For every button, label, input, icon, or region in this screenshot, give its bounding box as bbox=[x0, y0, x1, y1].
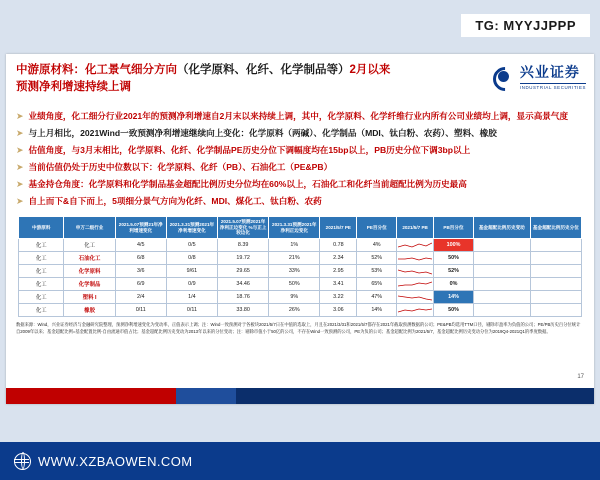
slide-bottom-band bbox=[6, 388, 594, 404]
sparkline-cell bbox=[397, 304, 434, 317]
col-header: 2021.5.07预测2021年净利正边变化 %与正上较边化 bbox=[218, 217, 269, 239]
list-item bbox=[16, 195, 584, 208]
col-header: 2021/5/7 PB bbox=[397, 217, 434, 239]
bullet-arrow-icon: ➤ bbox=[16, 128, 24, 138]
cell-value: 9% bbox=[269, 291, 320, 304]
cell-industry: 化工 bbox=[64, 239, 115, 252]
sparkline-cell bbox=[397, 265, 434, 278]
bullet-text: 基金持仓角度：化学原料和化学制品基金超配比例历史分位均在60%以上，石油化工和化纤当前超配比例为历史最高 bbox=[28, 179, 467, 189]
bullet-arrow-icon: ➤ bbox=[16, 179, 24, 189]
cell-blank bbox=[530, 265, 581, 278]
cell-value: 3/6 bbox=[115, 265, 166, 278]
cell-value: 2.95 bbox=[320, 265, 357, 278]
bullet-list bbox=[6, 108, 594, 208]
bullet-text: 业绩角度，化工细分行业2021年的预测净利增速自2月末以来持续上调，其中，化学原料、化学纤维行业内所有公司业绩均上调，显示高景气度 bbox=[28, 111, 569, 121]
table-row bbox=[19, 304, 582, 317]
col-header: 基金超配比例历史变动 bbox=[473, 217, 530, 239]
cell-value: 0/9 bbox=[166, 278, 217, 291]
cell-industry: 石油化工 bbox=[64, 252, 115, 265]
table-header-row bbox=[19, 217, 582, 239]
sparkline-cell bbox=[397, 278, 434, 291]
cell-sector: 化工 bbox=[19, 291, 64, 304]
cell-percent: 100% bbox=[434, 239, 474, 252]
cell-blank bbox=[530, 239, 581, 252]
bullet-arrow-icon: ➤ bbox=[16, 196, 24, 206]
cell-value: 18.76 bbox=[218, 291, 269, 304]
page-title bbox=[16, 62, 446, 97]
cell-value: 33% bbox=[269, 265, 320, 278]
cell-value: 0/11 bbox=[166, 304, 217, 317]
col-header: PE百分位 bbox=[357, 217, 397, 239]
sparkline-cell bbox=[397, 252, 434, 265]
cell-percent: 52% bbox=[434, 265, 474, 278]
list-item bbox=[16, 127, 584, 140]
cell-blank bbox=[473, 252, 530, 265]
bullet-text: 当前估值仍处于历史中位数以下：化学原料、化纤（PB）、石油化工（PE&PB） bbox=[28, 162, 333, 172]
cell-value: 4/5 bbox=[115, 239, 166, 252]
logo-emblem-icon bbox=[493, 65, 515, 87]
cell-value: 19.72 bbox=[218, 252, 269, 265]
list-item bbox=[16, 161, 584, 174]
title-part-1: （化学原料、化纤、化学制品等） bbox=[177, 64, 350, 76]
cell-percent: 50% bbox=[434, 304, 474, 317]
cell-value: 50% bbox=[269, 278, 320, 291]
cell-value: 8.39 bbox=[218, 239, 269, 252]
cell-sector: 化工 bbox=[19, 252, 64, 265]
col-header: 2021.3.31预测2021年净利增速变化 bbox=[166, 217, 217, 239]
cell-sector: 化工 bbox=[19, 278, 64, 291]
cell-value: 29.65 bbox=[218, 265, 269, 278]
page-number: 17 bbox=[577, 374, 584, 380]
cell-value: 2.34 bbox=[320, 252, 357, 265]
cell-value: 0/11 bbox=[115, 304, 166, 317]
bullet-arrow-icon: ➤ bbox=[16, 145, 24, 155]
slide-header bbox=[6, 54, 594, 108]
cell-blank bbox=[473, 265, 530, 278]
cell-value: 6/9 bbox=[115, 278, 166, 291]
bullet-text: 与上月相比，2021Wind一致预测净利增速继续向上变化：化学原料（两碱）、化学制品（MDI、钛白粉、农药）、塑料、橡胶 bbox=[28, 128, 497, 138]
cell-sector: 化工 bbox=[19, 265, 64, 278]
logo-text-en: INDUSTRIAL SECURITIES bbox=[519, 85, 586, 90]
list-item bbox=[16, 144, 584, 157]
company-logo bbox=[493, 62, 586, 90]
cell-value: 52% bbox=[357, 252, 397, 265]
cell-value: 2/4 bbox=[115, 291, 166, 304]
cell-value: 26% bbox=[269, 304, 320, 317]
list-item bbox=[16, 110, 584, 123]
sparkline-cell bbox=[397, 291, 434, 304]
industry-table bbox=[18, 216, 582, 317]
bullet-arrow-icon: ➤ bbox=[16, 162, 24, 172]
col-header: 2021.5.07预测21年净利增速变化 bbox=[115, 217, 166, 239]
cell-industry: 化学原料 bbox=[64, 265, 115, 278]
source-footnote: 数据来源：Wind，兴业证券经济与金融研究院整理，预测净利增速变化为变动率，正值表示上调；注：Wind一致预测对于各板块2021/5/7日在中值的选取上，月且在2021/3/31和2021/5/7都存在2021年截取预测数据的公司；PE&PB均选用TTM口径，剔除市盈率为负值的公司；PE/PB历史百分位统计自2009年以来；基金超配比例=基金配置比例-自由流通市值占比；基金超配比例历史变动为2013年以来的分位变动；注：剔除市值小于50亿的公司，不存在Wind一致预测的公司，PE为负的公司；基金超配比例为2021/5/7，基金超配比例历史变动分位为2019Q4-2021Q1的季度数据。 bbox=[16, 322, 581, 334]
table-body bbox=[19, 239, 582, 317]
cell-blank bbox=[473, 278, 530, 291]
cell-blank bbox=[530, 291, 581, 304]
title-part-2: 2月以来 bbox=[349, 64, 391, 76]
cell-value: 3.06 bbox=[320, 304, 357, 317]
cell-value: 53% bbox=[357, 265, 397, 278]
cell-industry: 橡胶 bbox=[64, 304, 115, 317]
cell-value: 0.78 bbox=[320, 239, 357, 252]
cell-percent: 0% bbox=[434, 278, 474, 291]
cell-value: 0/5 bbox=[166, 239, 217, 252]
cell-value: 1/4 bbox=[166, 291, 217, 304]
bullet-arrow-icon: ➤ bbox=[16, 111, 24, 121]
cell-value: 34.46 bbox=[218, 278, 269, 291]
col-header: 中游原料 bbox=[19, 217, 64, 239]
cell-value: 33.80 bbox=[218, 304, 269, 317]
globe-icon bbox=[14, 453, 31, 470]
logo-text-cn: 兴业证券 bbox=[519, 64, 580, 80]
sparkline-cell bbox=[397, 239, 434, 252]
cell-blank bbox=[473, 239, 530, 252]
title-part-3: 预测净利增速持续上调 bbox=[16, 81, 131, 94]
col-header: 2021/5/7 PE bbox=[320, 217, 357, 239]
cell-sector: 化工 bbox=[19, 239, 64, 252]
cell-value: 21% bbox=[269, 252, 320, 265]
cell-percent: 50% bbox=[434, 252, 474, 265]
col-header: 2021.3.31预测2021年净利正边变化 bbox=[269, 217, 320, 239]
table-row bbox=[19, 252, 582, 265]
watermark-badge: TG: MYYJJPPP bbox=[461, 14, 590, 37]
cell-value: 47% bbox=[357, 291, 397, 304]
cell-blank bbox=[530, 304, 581, 317]
cell-industry: 化学制品 bbox=[64, 278, 115, 291]
table-row bbox=[19, 265, 582, 278]
table-row bbox=[19, 291, 582, 304]
cell-value: 3.41 bbox=[320, 278, 357, 291]
cell-value: 3.22 bbox=[320, 291, 357, 304]
cell-blank bbox=[473, 291, 530, 304]
col-header: PB百分位 bbox=[434, 217, 474, 239]
slide-canvas bbox=[6, 54, 594, 404]
cell-value: 4% bbox=[357, 239, 397, 252]
table-row bbox=[19, 239, 582, 252]
cell-value: 1% bbox=[269, 239, 320, 252]
cell-value: 65% bbox=[357, 278, 397, 291]
cell-value: 14% bbox=[357, 304, 397, 317]
cell-blank bbox=[530, 278, 581, 291]
col-header: 基金超配比例历史分位 bbox=[530, 217, 581, 239]
data-table-wrapper bbox=[6, 212, 594, 317]
cell-value: 9/61 bbox=[166, 265, 217, 278]
bullet-text: 估值角度，与3月末相比，化学原料、化纤、化学制品PE历史分位下调幅度均在15bp以上，PB历史分位下调3bp以上 bbox=[28, 145, 471, 155]
col-header: 申万二级行业 bbox=[64, 217, 115, 239]
cell-sector: 化工 bbox=[19, 304, 64, 317]
cell-blank bbox=[473, 304, 530, 317]
title-part-0: 中游原材料：化工景气细分方向 bbox=[16, 64, 177, 76]
table-row bbox=[19, 278, 582, 291]
footer-url[interactable]: WWW.XZBAOWEN.COM bbox=[38, 453, 193, 469]
cell-percent: 14% bbox=[434, 291, 474, 304]
bullet-text: 自上而下&自下而上，5项细分景气方向为化纤、MDI、煤化工、钛白粉、农药 bbox=[28, 196, 322, 206]
cell-value: 6/8 bbox=[115, 252, 166, 265]
cell-value: 0/8 bbox=[166, 252, 217, 265]
site-footer bbox=[0, 442, 600, 480]
cell-industry: 塑料 I bbox=[64, 291, 115, 304]
cell-blank bbox=[530, 252, 581, 265]
list-item bbox=[16, 178, 584, 191]
